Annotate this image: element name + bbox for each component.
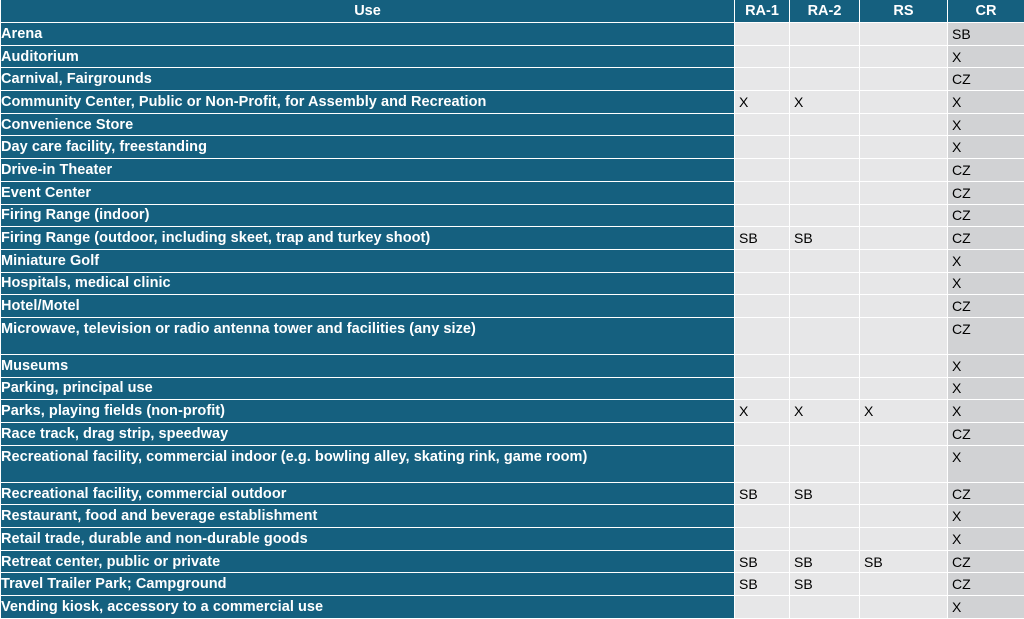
rs-cell xyxy=(860,45,948,68)
table-row xyxy=(1,400,1024,423)
table-row xyxy=(1,181,1024,204)
rs-cell xyxy=(860,482,948,505)
table-row xyxy=(1,23,1024,46)
cr-cell: SB xyxy=(948,23,1024,46)
ra-2-cell: X xyxy=(790,400,860,423)
header-use: Use xyxy=(1,0,735,23)
use-cell: Museums xyxy=(1,354,735,377)
rs-cell xyxy=(860,423,948,446)
ra-1-cell xyxy=(735,423,790,446)
table-row xyxy=(1,68,1024,91)
rs-cell xyxy=(860,91,948,114)
ra-1-cell xyxy=(735,445,790,482)
ra-2-cell xyxy=(790,68,860,91)
ra-1-cell xyxy=(735,528,790,551)
table-row xyxy=(1,505,1024,528)
cr-cell: CZ xyxy=(948,227,1024,250)
ra-1-cell xyxy=(735,181,790,204)
ra-1-cell: SB xyxy=(735,482,790,505)
ra-2-cell xyxy=(790,272,860,295)
table-row xyxy=(1,423,1024,446)
ra-2-cell xyxy=(790,45,860,68)
use-cell: Microwave, television or radio antenna tower and facilities (any size) xyxy=(1,317,735,354)
cr-cell: X xyxy=(948,91,1024,114)
rs-cell xyxy=(860,204,948,227)
cr-cell: X xyxy=(948,113,1024,136)
table-row xyxy=(1,136,1024,159)
cr-cell: X xyxy=(948,596,1024,619)
use-cell: Arena xyxy=(1,23,735,46)
use-cell: Miniature Golf xyxy=(1,249,735,272)
use-cell: Convenience Store xyxy=(1,113,735,136)
table-row xyxy=(1,317,1024,354)
cr-cell: CZ xyxy=(948,295,1024,318)
table-row xyxy=(1,272,1024,295)
rs-cell xyxy=(860,573,948,596)
use-cell: Retreat center, public or private xyxy=(1,550,735,573)
rs-cell xyxy=(860,227,948,250)
cr-cell: X xyxy=(948,445,1024,482)
ra-2-cell xyxy=(790,295,860,318)
ra-1-cell: SB xyxy=(735,550,790,573)
cr-cell: CZ xyxy=(948,482,1024,505)
header-rs: RS xyxy=(860,0,948,23)
ra-2-cell xyxy=(790,354,860,377)
ra-2-cell: SB xyxy=(790,550,860,573)
ra-2-cell xyxy=(790,181,860,204)
ra-1-cell xyxy=(735,68,790,91)
ra-1-cell: X xyxy=(735,91,790,114)
ra-1-cell xyxy=(735,317,790,354)
ra-1-cell xyxy=(735,295,790,318)
ra-1-cell xyxy=(735,505,790,528)
use-cell: Day care facility, freestanding xyxy=(1,136,735,159)
use-cell: Travel Trailer Park; Campground xyxy=(1,573,735,596)
header-ra-1: RA-1 xyxy=(735,0,790,23)
ra-1-cell xyxy=(735,204,790,227)
use-cell: Retail trade, durable and non-durable goods xyxy=(1,528,735,551)
table-row xyxy=(1,159,1024,182)
ra-1-cell xyxy=(735,272,790,295)
use-cell: Hotel/Motel xyxy=(1,295,735,318)
rs-cell xyxy=(860,113,948,136)
cr-cell: CZ xyxy=(948,317,1024,354)
use-cell: Firing Range (outdoor, including skeet, trap and turkey shoot) xyxy=(1,227,735,250)
use-cell: Community Center, Public or Non-Profit, for Assembly and Recreation xyxy=(1,91,735,114)
cr-cell: X xyxy=(948,400,1024,423)
table-row xyxy=(1,227,1024,250)
cr-cell: X xyxy=(948,528,1024,551)
rs-cell xyxy=(860,181,948,204)
use-cell: Event Center xyxy=(1,181,735,204)
use-cell: Carnival, Fairgrounds xyxy=(1,68,735,91)
table-row xyxy=(1,482,1024,505)
use-cell: Recreational facility, commercial indoor (e.g. bowling alley, skating rink, game room) xyxy=(1,445,735,482)
header-cr: CR xyxy=(948,0,1024,23)
rs-cell xyxy=(860,68,948,91)
cr-cell: CZ xyxy=(948,423,1024,446)
rs-cell xyxy=(860,249,948,272)
rs-cell xyxy=(860,317,948,354)
ra-1-cell xyxy=(735,23,790,46)
rs-cell xyxy=(860,23,948,46)
table-row xyxy=(1,573,1024,596)
cr-cell: X xyxy=(948,505,1024,528)
use-cell: Parks, playing fields (non-profit) xyxy=(1,400,735,423)
table-row xyxy=(1,113,1024,136)
use-cell: Vending kiosk, accessory to a commercial use xyxy=(1,596,735,619)
table-row xyxy=(1,354,1024,377)
cr-cell: CZ xyxy=(948,573,1024,596)
ra-2-cell xyxy=(790,423,860,446)
ra-1-cell: SB xyxy=(735,227,790,250)
rs-cell xyxy=(860,295,948,318)
ra-2-cell xyxy=(790,445,860,482)
rs-cell xyxy=(860,528,948,551)
ra-2-cell xyxy=(790,505,860,528)
ra-1-cell xyxy=(735,596,790,619)
ra-1-cell xyxy=(735,159,790,182)
ra-2-cell: SB xyxy=(790,573,860,596)
ra-1-cell: X xyxy=(735,400,790,423)
table-row xyxy=(1,528,1024,551)
use-cell: Parking, principal use xyxy=(1,377,735,400)
rs-cell: SB xyxy=(860,550,948,573)
rs-cell xyxy=(860,377,948,400)
table-row xyxy=(1,377,1024,400)
rs-cell xyxy=(860,159,948,182)
cr-cell: CZ xyxy=(948,204,1024,227)
cr-cell: CZ xyxy=(948,550,1024,573)
rs-cell: X xyxy=(860,400,948,423)
ra-1-cell: SB xyxy=(735,573,790,596)
table-row xyxy=(1,249,1024,272)
ra-2-cell: SB xyxy=(790,482,860,505)
ra-1-cell xyxy=(735,249,790,272)
cr-cell: X xyxy=(948,136,1024,159)
ra-2-cell xyxy=(790,113,860,136)
use-cell: Hospitals, medical clinic xyxy=(1,272,735,295)
use-cell: Recreational facility, commercial outdoor xyxy=(1,482,735,505)
use-cell: Drive-in Theater xyxy=(1,159,735,182)
table-row xyxy=(1,445,1024,482)
use-cell: Auditorium xyxy=(1,45,735,68)
rs-cell xyxy=(860,354,948,377)
table-row xyxy=(1,550,1024,573)
use-cell: Firing Range (indoor) xyxy=(1,204,735,227)
cr-cell: X xyxy=(948,249,1024,272)
ra-2-cell xyxy=(790,204,860,227)
rs-cell xyxy=(860,445,948,482)
ra-2-cell xyxy=(790,596,860,619)
cr-cell: X xyxy=(948,272,1024,295)
cr-cell: CZ xyxy=(948,181,1024,204)
rs-cell xyxy=(860,596,948,619)
use-cell: Restaurant, food and beverage establishment xyxy=(1,505,735,528)
cr-cell: CZ xyxy=(948,159,1024,182)
table-row xyxy=(1,45,1024,68)
table-row xyxy=(1,91,1024,114)
ra-2-cell: SB xyxy=(790,227,860,250)
rs-cell xyxy=(860,272,948,295)
cr-cell: X xyxy=(948,45,1024,68)
ra-2-cell xyxy=(790,317,860,354)
ra-1-cell xyxy=(735,113,790,136)
table-row xyxy=(1,204,1024,227)
ra-1-cell xyxy=(735,136,790,159)
table-body xyxy=(1,23,1024,619)
ra-2-cell xyxy=(790,136,860,159)
cr-cell: CZ xyxy=(948,68,1024,91)
cr-cell: X xyxy=(948,377,1024,400)
ra-2-cell xyxy=(790,159,860,182)
ra-1-cell xyxy=(735,354,790,377)
rs-cell xyxy=(860,136,948,159)
use-cell: Race track, drag strip, speedway xyxy=(1,423,735,446)
ra-2-cell: X xyxy=(790,91,860,114)
ra-2-cell xyxy=(790,249,860,272)
ra-2-cell xyxy=(790,377,860,400)
ra-1-cell xyxy=(735,45,790,68)
header-ra-2: RA-2 xyxy=(790,0,860,23)
ra-2-cell xyxy=(790,23,860,46)
ra-1-cell xyxy=(735,377,790,400)
ra-2-cell xyxy=(790,528,860,551)
cr-cell: X xyxy=(948,354,1024,377)
rs-cell xyxy=(860,505,948,528)
table-row xyxy=(1,596,1024,619)
header-row xyxy=(1,0,1024,23)
table-row xyxy=(1,295,1024,318)
